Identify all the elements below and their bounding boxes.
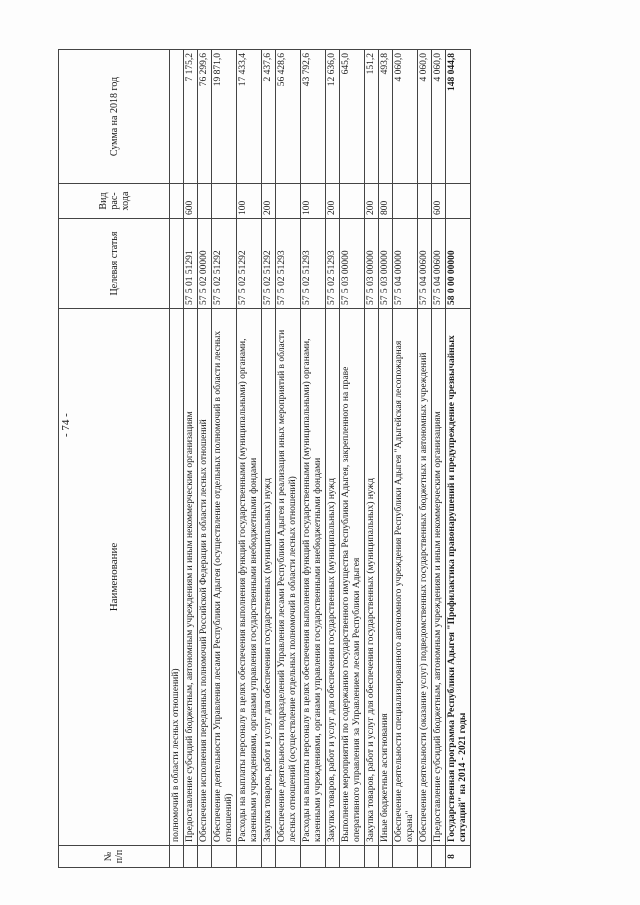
row-target-article-cell: 57 5 02 00000: [198, 219, 212, 309]
row-name-cell: Расходы на выплаты персоналу в целях обеспечения выполнения функций государственными (муниципальными) органами, казенными учреждениями, органами управления государственными внебюджетными фондами: [237, 309, 262, 846]
row-target-article-cell: 57 5 01 51291: [184, 219, 198, 309]
row-name-cell: Предоставление субсидий бюджетным, автономным учреждениям и иным некоммерческим организациям: [432, 309, 446, 846]
row-number-cell: [393, 846, 418, 868]
row-expense-type-cell: 200: [326, 184, 340, 219]
header-name: Наименование: [59, 309, 170, 846]
row-target-article-cell: 57 5 02 51292: [237, 219, 262, 309]
table-row: [262, 50, 276, 868]
row-amount-cell: 645,0: [340, 50, 365, 184]
row-amount-cell: 17 433,4: [237, 50, 262, 184]
row-number-cell: [276, 846, 301, 868]
row-amount-cell: 148 044,8: [446, 50, 471, 184]
row-target-article-cell: [170, 219, 184, 309]
row-number-cell: 8: [446, 846, 471, 868]
row-name-cell: Обеспечение деятельности (оказание услуг) подведомственных государственных бюджетных и автономных учреждений: [418, 309, 432, 846]
row-expense-type-cell: 200: [262, 184, 276, 219]
header-target-article: Целевая статья: [59, 219, 170, 309]
table-row: [446, 50, 471, 868]
table-row: [198, 50, 212, 868]
row-amount-cell: 56 428,6: [276, 50, 301, 184]
table-row: [301, 50, 326, 868]
row-target-article-cell: 57 5 02 51292: [212, 219, 237, 309]
table-row: [212, 50, 237, 868]
row-number-cell: [184, 846, 198, 868]
row-name-cell: Иные бюджетные ассигнования: [379, 309, 393, 846]
row-target-article-cell: 57 5 03 00000: [365, 219, 379, 309]
row-expense-type-cell: 800: [379, 184, 393, 219]
row-number-cell: [237, 846, 262, 868]
row-amount-cell: 43 792,6: [301, 50, 326, 184]
row-expense-type-cell: 600: [184, 184, 198, 219]
row-amount-cell: 2 437,6: [262, 50, 276, 184]
row-target-article-cell: 58 0 00 00000: [446, 219, 471, 309]
row-number-cell: [262, 846, 276, 868]
row-name-cell: Расходы на выплаты персоналу в целях обеспечения выполнения функций государственными (муниципальными) органами, казенными учреждениями, органами управления государственными внебюджетными фондами: [301, 309, 326, 846]
row-number-cell: [340, 846, 365, 868]
row-name-cell: Предоставление субсидий бюджетным, автономным учреждениям и иным некоммерческим организациям: [184, 309, 198, 846]
header-number: № п/п: [59, 846, 170, 868]
row-expense-type-cell: [340, 184, 365, 219]
row-amount-cell: 4 060,0: [393, 50, 418, 184]
table-row: [184, 50, 198, 868]
header-expense-type: Вид рас-хода: [59, 184, 170, 219]
row-expense-type-cell: 200: [365, 184, 379, 219]
table-header-row: [59, 50, 170, 868]
row-name-cell: Обеспечение деятельности специализированного автономного учреждения Республики Адыгея "Адыгейская лесопожарная охрана": [393, 309, 418, 846]
row-amount-cell: 151,2: [365, 50, 379, 184]
row-expense-type-cell: [212, 184, 237, 219]
budget-table: [58, 49, 471, 868]
row-amount-cell: 493,8: [379, 50, 393, 184]
page-number: - 74 -: [60, 413, 72, 437]
row-amount-cell: 7 175,2: [184, 50, 198, 184]
row-number-cell: [326, 846, 340, 868]
row-number-cell: [432, 846, 446, 868]
row-name-cell: Обеспечение деятельности Управления лесами Республики Адыгея (осуществление отдельных полномочий в области лесных отношений): [212, 309, 237, 846]
table-row: [276, 50, 301, 868]
rotated-table-container: [58, 50, 583, 868]
row-expense-type-cell: 600: [432, 184, 446, 219]
row-name-cell: Закупка товаров, работ и услуг для обеспечения государственных (муниципальных) нужд: [365, 309, 379, 846]
row-number-cell: [365, 846, 379, 868]
row-expense-type-cell: [198, 184, 212, 219]
row-expense-type-cell: [418, 184, 432, 219]
table-row: [379, 50, 393, 868]
table-row: [418, 50, 432, 868]
row-target-article-cell: 57 5 04 00000: [393, 219, 418, 309]
table-row: [365, 50, 379, 868]
row-target-article-cell: 57 5 03 00000: [379, 219, 393, 309]
row-amount-cell: 4 060,0: [432, 50, 446, 184]
row-target-article-cell: 57 5 02 51293: [326, 219, 340, 309]
row-number-cell: [170, 846, 184, 868]
table-row: [393, 50, 418, 868]
table-row: [170, 50, 184, 868]
row-expense-type-cell: 100: [237, 184, 262, 219]
table-row: [432, 50, 446, 868]
row-name-cell: Закупка товаров, работ и услуг для обеспечения государственных (муниципальных) нужд: [326, 309, 340, 846]
row-target-article-cell: 57 5 04 00600: [418, 219, 432, 309]
row-amount-cell: 4 060,0: [418, 50, 432, 184]
row-amount-cell: [170, 50, 184, 184]
row-name-cell: Обеспечение деятельности подразделений Управления лесами Республики Адыгея и реализация иных мероприятий в области лесных отношений (осуществление отдельных полномочий в области лесных отношений): [276, 309, 301, 846]
row-number-cell: [212, 846, 237, 868]
row-expense-type-cell: 100: [301, 184, 326, 219]
row-expense-type-cell: [393, 184, 418, 219]
row-number-cell: [301, 846, 326, 868]
row-name-cell: Закупка товаров, работ и услуг для обеспечения государственных (муниципальных) нужд: [262, 309, 276, 846]
row-name-cell: Выполнение мероприятий по содержанию государственного имущества Республики Адыгея, закрепленного на праве оперативного управления за Управлением лесами Республики Адыгея: [340, 309, 365, 846]
row-expense-type-cell: [446, 184, 471, 219]
row-target-article-cell: 57 5 02 51293: [301, 219, 326, 309]
row-target-article-cell: 57 5 04 00600: [432, 219, 446, 309]
table-row: [340, 50, 365, 868]
row-number-cell: [198, 846, 212, 868]
row-amount-cell: 76 299,6: [198, 50, 212, 184]
row-expense-type-cell: [276, 184, 301, 219]
row-expense-type-cell: [170, 184, 184, 219]
row-name-cell: Государственная программа Республики Адыгея "Профилактика правонарушений и предупреждение чрезвычайных ситуаций" на 2014 - 2021 годы: [446, 309, 471, 846]
row-target-article-cell: 57 5 02 51293: [276, 219, 301, 309]
table-row: [237, 50, 262, 868]
header-amount-2018: Сумма на 2018 год: [59, 50, 170, 184]
row-name-cell: Обеспечение исполнения переданных полномочий Российской Федерации в области лесных отношений: [198, 309, 212, 846]
row-name-cell: полномочий в области лесных отношений): [170, 309, 184, 846]
row-amount-cell: 19 871,0: [212, 50, 237, 184]
row-target-article-cell: 57 5 03 00000: [340, 219, 365, 309]
row-number-cell: [418, 846, 432, 868]
table-row: [326, 50, 340, 868]
row-amount-cell: 12 636,0: [326, 50, 340, 184]
row-number-cell: [379, 846, 393, 868]
row-target-article-cell: 57 5 02 51292: [262, 219, 276, 309]
